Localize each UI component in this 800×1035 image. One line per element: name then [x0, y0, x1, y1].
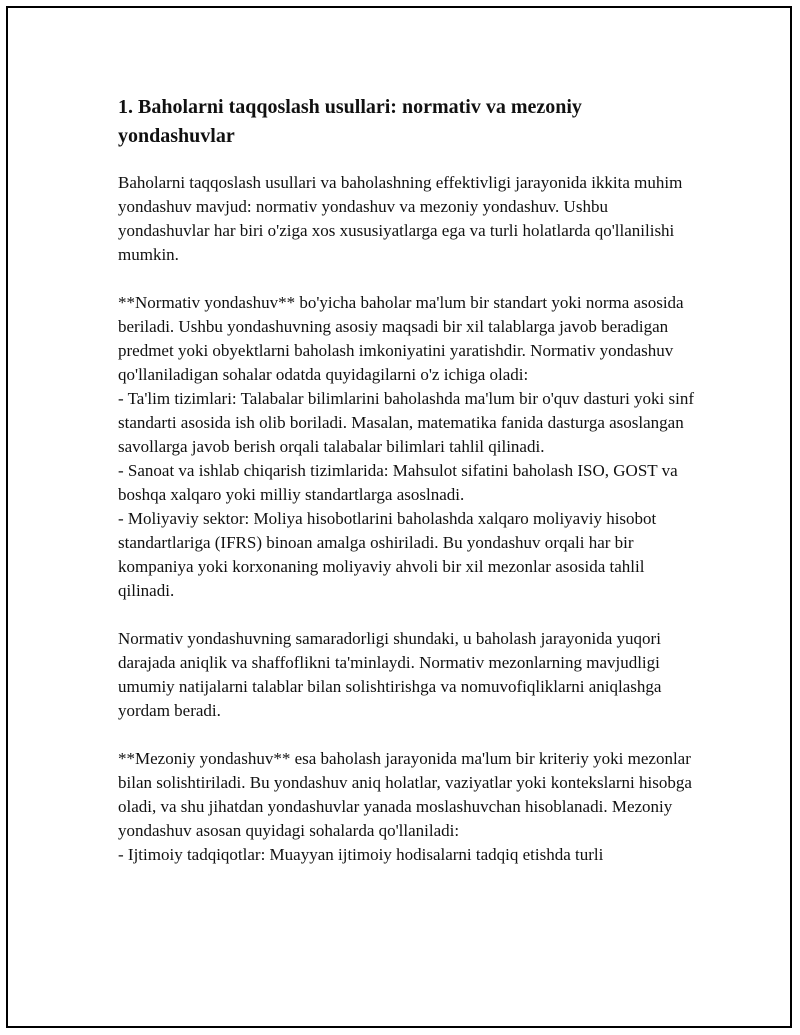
document-title: 1. Baholarni taqqoslash usullari: normativ va mezoniy yondashuvlar [118, 96, 582, 147]
paragraph-normativ: **Normativ yondashuv** bo'yicha baholar ma'lum bir standart yoki norma asosida beriladi. Ushbu yondashuvning asosiy maqsadi bir xil talablarga javob beradigan predmet yoki obyektlarni baholash imkoniyatini yaratishdir. Normativ yondashuv qo'llaniladigan sohalar odatda quyidagilarni o'z ichiga oladi: - Ta'lim tizimlari: Talabalar bilimlarini baholashda ma'lum bir o'quv dasturi yoki sinf standarti asosida ish olib boriladi. Masalan, matematika fanida dasturga asoslangan savollarga javob berish orqali talabalar bilimlari tahlil qilinadi. - Sanoat va ishlab chiqarish tizimlarida: Mahsulot sifatini baholash ISO, GOST va boshqa xalqaro yoki milliy standartlarga asoslnadi. - Moliyaviy sektor: Moliya hisobotlarini baholashda xalqaro moliyaviy hisobot standartlariga (IFRS) binoan amalga oshiriladi. Bu yondashuv orqali har bir kompaniya yoki korxonaning moliyaviy ahvoli bir xil mezonlar asosida tahlil qilinadi. [118, 293, 695, 600]
document-body [118, 93, 698, 867]
paragraph-normativ-effect: Normativ yondashuvning samaradorligi shundaki, u baholash jarayonida yuqori darajada aniqlik va shaffoflikni ta'minlaydi. Normativ mezonlarning mavjudligi umumiy natijalarni talablar bilan solishtirishga va nomuvofiqliklarni aniqlashga yordam beradi. [118, 629, 662, 720]
paragraph-gap [118, 267, 698, 291]
paragraph-gap [118, 723, 698, 747]
paragraph-mezoniy: **Mezoniy yondashuv** esa baholash jarayonida ma'lum bir kriteriy yoki mezonlar bilan solishtiriladi. Bu yondashuv aniq holatlar, vaziyatlar yoki kontekslarni hisobga oladi, va shu jihatdan yondashuvlar yanada moslashuvchan hisoblanadi. Mezoniy yondashuv asosan quyidagi sohalarda qo'llaniladi: - Ijtimoiy tadqiqotlar: Muayyan ijtimoiy hodisalarni tadqiq etishda turli [118, 749, 692, 864]
paragraph-gap [118, 603, 698, 627]
paragraph-intro: Baholarni taqqoslash usullari va baholashning effektivligi jarayonida ikkita muhim yondashuv mavjud: normativ yondashuv va mezoniy yondashuv. Ushbu yondashuvlar har biri o'ziga xos xususiyatlarga ega va turli holatlarda qo'llanilishi mumkin. [118, 173, 683, 264]
